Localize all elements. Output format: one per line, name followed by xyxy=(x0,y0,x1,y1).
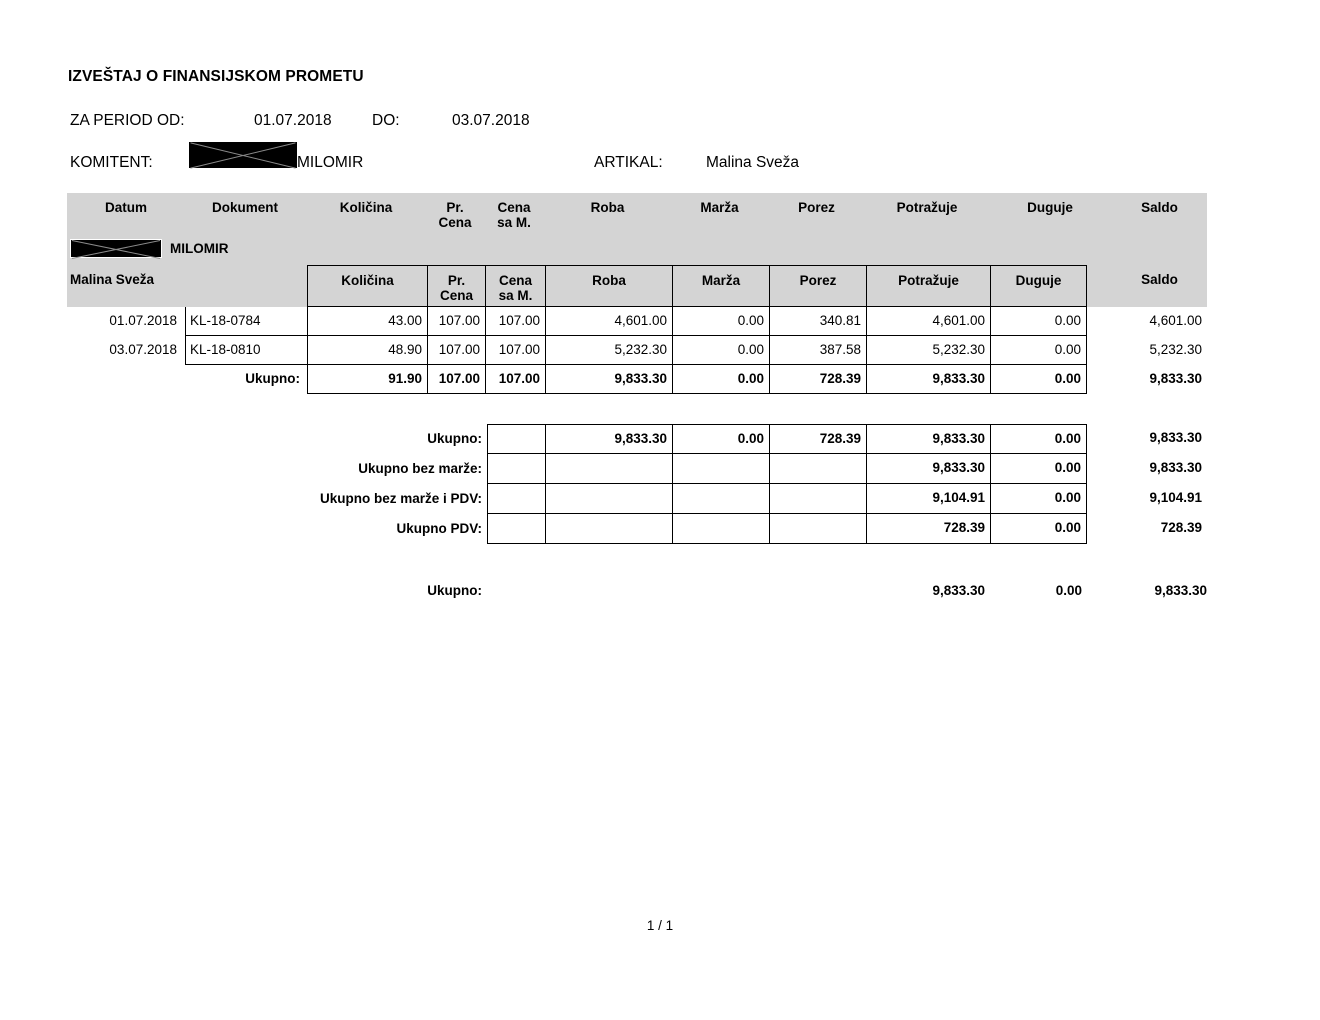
cell-cena-sa-m: 107.00 xyxy=(485,307,545,336)
article-total-cena-sa-m: 107.00 xyxy=(485,365,545,394)
summary-cell-marza: 0.00 xyxy=(672,424,769,454)
artikal-value: Malina Sveža xyxy=(706,154,800,171)
summary-cell-roba xyxy=(545,484,672,514)
summary-cell-duguje: 0.00 xyxy=(990,454,1087,484)
cell-datum: 03.07.2018 xyxy=(109,342,177,357)
summary-cell-blank xyxy=(487,514,545,544)
article-header-row xyxy=(67,265,1207,307)
subheader-marza: Marža xyxy=(672,265,769,307)
subheader-saldo: Saldo xyxy=(1141,272,1178,287)
column-header-saldo: Saldo xyxy=(1141,200,1178,215)
cell-marza: 0.00 xyxy=(672,336,769,365)
column-header-porez: Porez xyxy=(798,200,835,215)
summary-cell-duguje: 0.00 xyxy=(990,424,1087,454)
column-header-roba: Roba xyxy=(590,200,625,215)
grand-total-saldo: 9,833.30 xyxy=(1154,583,1207,598)
cell-datum: 01.07.2018 xyxy=(109,313,177,328)
grand-total-potrazuje: 9,833.30 xyxy=(932,583,985,598)
column-header-cena-sa-m: Cena sa M. xyxy=(497,200,531,230)
summary-row xyxy=(67,514,1207,544)
cell-kolicina: 48.90 xyxy=(307,336,427,365)
column-header-dokument: Dokument xyxy=(211,200,278,215)
cell-dokument: KL-18-0810 xyxy=(185,336,307,365)
cell-duguje: 0.00 xyxy=(990,307,1087,336)
grand-total-label: Ukupno: xyxy=(427,583,482,598)
cell-saldo: 4,601.00 xyxy=(1149,313,1202,328)
subheader-pr-cena: Pr. Cena xyxy=(427,265,485,307)
subheader-cena-sa-m: Cena sa M. xyxy=(485,265,545,307)
cell-pr-cena: 107.00 xyxy=(427,307,485,336)
cell-dokument: KL-18-0784 xyxy=(185,307,307,336)
article-total-porez: 728.39 xyxy=(769,365,866,394)
article-total-kolicina: 91.90 xyxy=(307,365,427,394)
period-to-value: 03.07.2018 xyxy=(452,112,530,129)
cell-potrazuje: 5,232.30 xyxy=(866,336,990,365)
cell-roba: 4,601.00 xyxy=(545,307,672,336)
table-header-band xyxy=(67,193,1207,307)
summary-cell-porez xyxy=(769,514,866,544)
page-indicator: 1 / 1 xyxy=(646,918,674,933)
article-total-saldo: 9,833.30 xyxy=(1149,371,1202,386)
cell-pr-cena: 107.00 xyxy=(427,336,485,365)
summary-cell-roba xyxy=(545,514,672,544)
subheader-potrazuje: Potražuje xyxy=(866,265,990,307)
subheader-duguje: Duguje xyxy=(990,265,1087,307)
subheader-porez: Porez xyxy=(769,265,866,307)
summary-cell-potrazuje: 728.39 xyxy=(866,514,990,544)
column-header-pr-cena: Pr. Cena xyxy=(438,200,472,230)
komitent-name: MILOMIR xyxy=(297,154,364,171)
summary-cell-potrazuje: 9,104.91 xyxy=(866,484,990,514)
period-from-label: ZA PERIOD OD: xyxy=(70,112,185,129)
summary-row xyxy=(67,454,1207,484)
column-header-potrazuje: Potražuje xyxy=(896,200,958,215)
group-komitent-row xyxy=(70,239,370,261)
cell-kolicina: 43.00 xyxy=(307,307,427,336)
summary-cell-porez xyxy=(769,454,866,484)
article-total-potrazuje: 9,833.30 xyxy=(866,365,990,394)
summary-row xyxy=(67,484,1207,514)
column-header-row xyxy=(67,193,1207,238)
summary-cell-saldo: 9,833.30 xyxy=(1149,430,1202,445)
summary-cell-roba: 9,833.30 xyxy=(545,424,672,454)
summary-table xyxy=(67,424,1207,544)
group-article-name: Malina Sveža xyxy=(70,272,155,287)
grand-total-row xyxy=(67,578,1207,606)
summary-label: Ukupno bez marže i PDV: xyxy=(319,491,482,506)
cell-marza: 0.00 xyxy=(672,307,769,336)
summary-label: Ukupno bez marže: xyxy=(358,461,482,476)
summary-label: Ukupno PDV: xyxy=(396,521,482,536)
cell-porez: 387.58 xyxy=(769,336,866,365)
column-header-datum: Datum xyxy=(104,200,147,215)
article-total-roba: 9,833.30 xyxy=(545,365,672,394)
summary-cell-blank xyxy=(487,424,545,454)
summary-cell-marza xyxy=(672,484,769,514)
transactions-table xyxy=(67,307,1207,394)
summary-cell-roba xyxy=(545,454,672,484)
summary-cell-marza xyxy=(672,514,769,544)
article-total-row xyxy=(67,365,1207,394)
grand-total-duguje: 0.00 xyxy=(1055,583,1082,598)
period-from-value: 01.07.2018 xyxy=(254,112,332,129)
column-header-duguje: Duguje xyxy=(1027,200,1073,215)
cell-cena-sa-m: 107.00 xyxy=(485,336,545,365)
table-row xyxy=(67,336,1207,365)
subheader-roba: Roba xyxy=(545,265,672,307)
column-header-kolicina: Količina xyxy=(339,200,393,215)
column-header-marza: Marža xyxy=(700,200,739,215)
summary-cell-blank xyxy=(487,484,545,514)
redacted-komitent-box xyxy=(189,142,297,168)
table-row xyxy=(67,307,1207,336)
cell-saldo: 5,232.30 xyxy=(1149,342,1202,357)
article-total-duguje: 0.00 xyxy=(990,365,1087,394)
group-komitent-name: MILOMIR xyxy=(170,241,229,256)
page-title: IZVEŠTAJ O FINANSIJSKOM PROMETU xyxy=(68,68,364,85)
article-total-label: Ukupno: xyxy=(245,371,300,386)
article-total-marza: 0.00 xyxy=(672,365,769,394)
summary-cell-porez xyxy=(769,484,866,514)
cell-duguje: 0.00 xyxy=(990,336,1087,365)
summary-cell-saldo: 9,833.30 xyxy=(1149,460,1202,475)
cell-potrazuje: 4,601.00 xyxy=(866,307,990,336)
period-to-label: DO: xyxy=(372,112,400,129)
cell-porez: 340.81 xyxy=(769,307,866,336)
summary-cell-marza xyxy=(672,454,769,484)
summary-cell-porez: 728.39 xyxy=(769,424,866,454)
summary-cell-saldo: 728.39 xyxy=(1160,520,1202,535)
redacted-group-komitent-box xyxy=(70,239,162,258)
summary-label: Ukupno: xyxy=(427,431,482,446)
summary-cell-blank xyxy=(487,454,545,484)
summary-cell-potrazuje: 9,833.30 xyxy=(866,454,990,484)
summary-cell-duguje: 0.00 xyxy=(990,514,1087,544)
cell-roba: 5,232.30 xyxy=(545,336,672,365)
summary-cell-saldo: 9,104.91 xyxy=(1149,490,1202,505)
artikal-label: ARTIKAL: xyxy=(594,154,663,171)
subheader-kolicina: Količina xyxy=(307,265,427,307)
komitent-label: KOMITENT: xyxy=(70,154,153,171)
summary-cell-potrazuje: 9,833.30 xyxy=(866,424,990,454)
summary-cell-duguje: 0.00 xyxy=(990,484,1087,514)
summary-row xyxy=(67,424,1207,454)
article-total-pr-cena: 107.00 xyxy=(427,365,485,394)
